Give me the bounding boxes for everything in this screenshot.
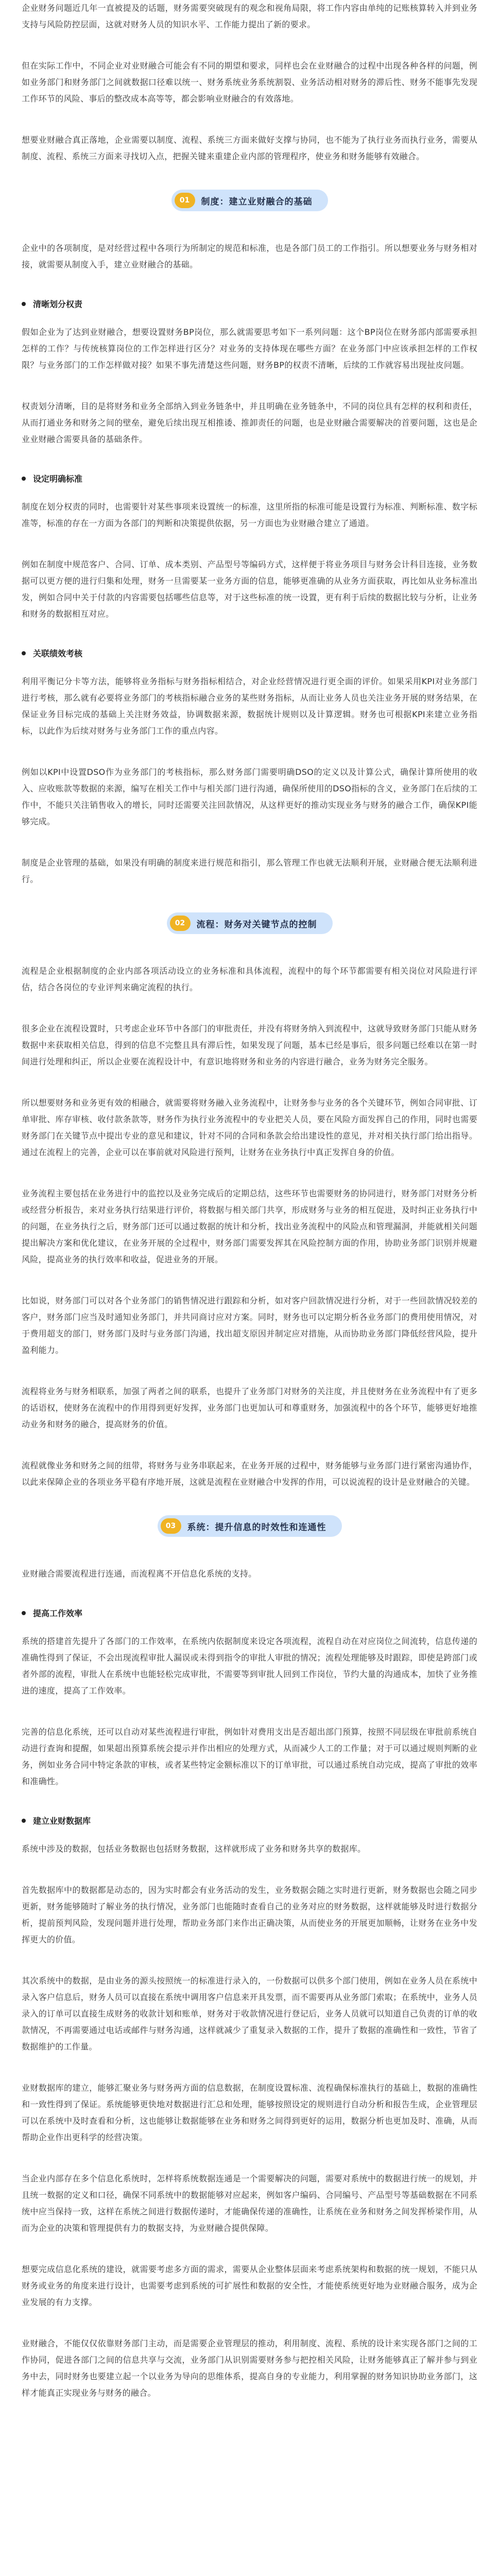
paragraph: 例如以KPI中设置DSO作为业务部门的考核指标，那么财务部门需要明确DSO的定义以及计算公式，确保计算所使用的收入、应收账款等数据的来源，编写在相关工作中与相关部门进行沟通，确保所使用的DSO指标的含义，业务部门在后续的工作中，不能只关注销售收入的增长，同时还需要关注回款情况，从这样更好的推动实现业务与财务的融合工作，确保KPI能够完成。 xyxy=(22,767,477,826)
section-title: 制度：建立业财融合的基础 xyxy=(201,196,313,207)
section-number-badge: 03 xyxy=(161,1518,181,1534)
subheading xyxy=(22,647,477,659)
paragraph: 企业财务问题近几年一直被提及的话题，财务需要突破现有的观念和视角局限，将工作内容由单纯的记账核算转入并到业务支持与风险防控层面，这就对财务人员的知识水平、工作能力提出了新的要求。 xyxy=(22,3,477,29)
paragraph: 业财融合，不能仅仅依靠财务部门主动，而是需要企业管理层的推动，利用制度、流程、系统的设计来实现各部门之间的工作协同，促进各部门之间的信息共享与交流，业务部门从识别需要财务参与把控相关风险，让财务能够真正了解并参与到业务中去，同时财务也要建立起一个以业务为导向的思维体系，提高自身的专业能力，利用掌握的财务知识协助业务部门，这样才能真正实现业务与财务的融合。 xyxy=(22,2338,477,2398)
subheading xyxy=(22,472,477,484)
paragraph: 流程将业务与财务相联系，加强了两者之间的联系，也提升了业务部门对财务的关注度，并且使财务在业务流程中有了更多的话语权，使财务在流程中的作用得到更好发挥，业务部门也更加认可和尊重财务，加强流程中的各个环节，能够更好地推动业务和财务的融合，提高财务的价值。 xyxy=(22,1386,477,1429)
paragraph: 流程就像业务和财务之间的纽带，将财务与业务串联起来，在业务开展的过程中，财务能够与业务部门进行紧密沟通协作，以此来保障企业的各项业务平稳有序地开展，这就是流程在业财融合中发挥的作用，可以说流程的设计是业财融合的关键。 xyxy=(22,1461,477,1487)
paragraph: 首先数据库中的数据都是动态的，因为实时都会有业务活动的发生，业务数据会随之实时进行更新，财务数据也会随之同步更新，财务能够随时了解业务的执行情况，业务部门也能随时查看自己的业务对应的财务数据，这样就能够及时进行数据分析，提前预判风险，发现问题并进行处理，帮助业务部门来作出正确决策，从而使业务的开展更加顺畅，让财务在业务中发挥更大的价值。 xyxy=(22,1885,477,1944)
section-banner-pill xyxy=(167,912,333,934)
subheading-text: 建立业财数据库 xyxy=(33,1816,91,1826)
bullet-dot-icon xyxy=(22,1819,26,1823)
section-number-badge: 02 xyxy=(170,916,191,931)
paragraph: 所以想要财务和业务更有效的相融合，就需要将财务融入业务流程中，让财务参与业务的各个关键环节，例如合同审批、订单审批、库存审核、收付款条款等，财务作为执行业务流程中的专业把关人员，要在风险方面发挥自己的作用，同时也需要财务部门在关键节点中提出专业的意见和建议，针对不同的合同和条款会给出建设性的意见，并对相关执行部门给出指导。通过在流程上的完善，企业可以在事前就对风险进行预判，让财务在业务执行中真正发挥自身的价值。 xyxy=(22,1098,477,1157)
section-banner xyxy=(22,912,477,934)
intro-section xyxy=(22,0,477,165)
paragraph: 假如企业为了达到业财融合，想要设置财务BP岗位，那么就需要思考如下一系列问题：这个BP岗位在财务部内部需要承担怎样的工作？与传统核算岗位的工作怎样进行区分？对业务的支持体现在哪些方面？在业务部门中应该承担怎样的工作权限？与业务部门的工作怎样做对接？如果不事先清楚这些问题，财务BP的权责不清晰，后续的工作就容易出现扯皮问题。 xyxy=(22,327,477,370)
paragraph: 很多企业在流程设置时，只考虑企业环节中各部门的审批责任，并没有将财务纳入到流程中，这就导致财务部门只能从财务数据中来获取相关信息，得到的信息不完整且具有滞后性，如果发现了问题，基本已经是事后，很多问题已经难以在第一时间进行处理和纠正，所以企业要在流程设计中，有意识地将财务和业务的内容进行融合，业务为财务完全服务。 xyxy=(22,1024,477,1066)
paragraph: 系统中涉及的数据，包括业务数据也包括财务数据，这样就形成了业务和财务共享的数据库。 xyxy=(22,1844,366,1854)
paragraph: 制度是企业管理的基础，如果没有明确的制度来进行规范和指引，那么管理工作也就无法顺利开展，业财融合便无法顺利进行。 xyxy=(22,858,477,884)
paragraph: 利用平衡记分卡等方法，能够将业务指标与财务指标相结合，对企业经营情况进行更全面的评价。如果采用KPI对业务部门进行考核，那么就有必要将业务部门的考核指标融合业务的某些财务指标，从而让业务人员也关注业务开展的财务结果，在保证业务目标完成的基础上关注财务效益，协调数据来源，数据统计规则以及计算逻辑。财务也可根据KPI来建立业务指标，以此作为后续对财务与业务部门工作的重点内容。 xyxy=(22,676,477,736)
section-title: 流程：财务对关键节点的控制 xyxy=(196,919,317,930)
section-banner-pill xyxy=(171,190,328,211)
subheading-text: 提高工作效率 xyxy=(33,1608,83,1618)
section-banner-pill xyxy=(158,1515,342,1537)
paragraph: 比如说，财务部门可以对各个业务部门的销售情况进行跟踪和分析，如对客户回款情况进行分析，对于一些回款情况较差的客户，财务部门应当及时通知业务部门，并共同商讨应对方案。同时，财务也可以定期分析各业务部门的费用使用情况，对于费用超支的部门，财务部门及时与业务部门沟通，找出超支原因并制定应对措施，从而协助业务部门降低经营风险，提升盈利能力。 xyxy=(22,1296,477,1355)
paragraph: 想要业财融合真正落地，企业需要以制度、流程、系统三方面来做好支撑与协同，也不能为了执行业务而执行业务，需要从制度、流程、系统三方面来寻找切入点，把握关键来重建企业内部的管理程序，使业务和财务能够有效融合。 xyxy=(22,135,477,161)
section-banner xyxy=(22,1515,477,1537)
paragraph: 业财融合需要流程进行连通，而流程离不开信息化系统的支持。 xyxy=(22,1569,257,1579)
paragraph: 其次系统中的数据，是由业务的源头按照统一的标准进行录入的，一份数据可以供多个部门使用，例如在业务人员在系统中录入客户信息后，财务人员可以直接在系统中调用客户信息来开具发票，而不需要再从业务部门索取；在系统中，业务人员录入的订单可以直接生成财务的收款计划和账单，财务对于收款情况进行登记后，业务人员就可以知道自己负责的订单的收款情况，不再需要通过电话或邮件与财务沟通，这样就减少了重复录入数据的工作，提升了数据的准确性和一致性，节省了数据维护的工作量。 xyxy=(22,1976,477,2052)
paragraph: 流程是企业根据制度的企业内部各项活动设立的业务标准和具体流程，流程中的每个环节都需要有相关岗位对风险进行评估，结合各岗位的专业评判来确定流程的执行。 xyxy=(22,966,477,992)
paragraph: 当企业内部存在多个信息化系统时，怎样将系统数据连通是一个需要解决的问题，需要对系统中的数据进行统一的规划，并且统一数据的定义和口径，确保不同系统中的数据能够对应起来，例如客户编码、合同编号、产品型号等基础数据在不同系统中应当保持一致，这样在系统之间进行数据传递时，才能确保传递的准确性，让系统在业务和财务之间发挥桥梁作用，从而为企业的决策和管理提供有力的数据支持，为业财融合提供保障。 xyxy=(22,2174,477,2233)
paragraph: 业财数据库的建立，能够汇聚业务与财务两方面的信息数据，在制度设置标准、流程确保标准执行的基础上，数据的准确性和一致性得到了保证。系统能够更快地对数据进行汇总和处理，能够按照设定的规则进行自动分析和报告生成，企业管理层可以在系统中及时查看和分析，这也能够让数据能够在业务和财务之间得到更好的运用，数据分析也更加及时、准确，从而帮助企业作出更科学的经营决策。 xyxy=(22,2083,477,2142)
sections-container xyxy=(22,190,477,2311)
paragraph: 制度在划分权责的同时，也需要针对某些事项来设置统一的标准，这里所指的标准可能是设置行为标准、判断标准、数字标准等，标准的存在一方面为各部门的判断和决策提供依据，另一方面也为业财融合建立了通道。 xyxy=(22,502,477,528)
bullet-dot-icon xyxy=(22,302,26,306)
subheading-text: 清晰划分权责 xyxy=(33,299,83,309)
subheading-text: 设定明确标准 xyxy=(33,474,83,484)
subheading xyxy=(22,1607,477,1619)
paragraph: 企业中的各项制度，是对经营过程中各项行为所制定的规范和标准，也是各部门员工的工作指引。所以想要业务与财务相对接，就需要从制度入手，建立业财融合的基础。 xyxy=(22,243,477,269)
section-number-badge: 01 xyxy=(175,193,195,208)
subheading xyxy=(22,298,477,310)
paragraph: 业务流程主要包括在业务进行中的监控以及业务完成后的定期总结，这些环节也需要财务的协同进行，财务部门对财务分析或经营分析报告，来对业务执行结果进行评价，将数据与相关部门共享，形成财务与业务的相互促进，及时纠正业务执行中的问题，在业务执行之后，财务部门还可以通过数据的统计和分析，找出业务流程中的风险点和管理漏洞，并能就相关问题提出解决方案和优化建议，在业务开展的全过程中，财务部门需要发挥其在风险控制方面的作用，协助业务部门识别并规避风险，提高业务的执行效率和收益，促进业务的开展。 xyxy=(22,1189,477,1264)
paragraph: 系统的搭建首先提升了各部门的工作效率，在系统内依据制度来设定各项流程，流程自动在对应岗位之间流转，信息传递的准确性得到了保证，不会出现流程审批人漏误或未得到指令的审批人审批的情况；流程处理能够及时跟踪，即使是跨部门或者外部的流程，审批人在系统中也能轻松完成审批，不需要等到审批人回到工作岗位，节约大量的沟通成本，加快了业务推进的速度，提高了工作效率。 xyxy=(22,1636,477,1696)
bullet-dot-icon xyxy=(22,1611,26,1615)
subheading-text: 关联绩效考核 xyxy=(33,649,83,658)
paragraph: 权责划分清晰，目的是将财务和业务全部纳入到业务链条中，并且明确在业务链条中，不同的岗位具有怎样的权利和责任，从而打通业务和财务之间的壁垒，避免后续出现互相推诿、推卸责任的问题，也是业财融合需要解决的首要问题，这也是企业业财融合需要具备的基础条件。 xyxy=(22,401,477,444)
paragraph: 例如在制度中规范客户、合同、订单、成本类别、产品型号等编码方式，这样便于将业务项目与财务会计科目连接，业务数据可以更方便的进行归集和处理，财务一旦需要某一业务方面的信息，能够更准确的从业务方面获取，再比如从业务标准出发，例如合同中关于付款的内容需要包括哪些信息等，对于这些标准的统一设置，更有利于后续的数据比较与分析，让业务和财务的数据相互对应。 xyxy=(22,560,477,619)
bullet-dot-icon xyxy=(22,651,26,655)
section-title: 系统：提升信息的时效性和连通性 xyxy=(187,1522,326,1533)
closing-section xyxy=(22,2335,477,2401)
section-banner xyxy=(22,190,477,211)
bullet-dot-icon xyxy=(22,477,26,481)
paragraph: 但在实际工作中，不同企业对业财融合可能会有不同的期望和要求，同样也会在业财融合的过程中出现各种各样的问题，例如业务部门和财务部门之间就数据口径难以统一、财务系统业务系统割裂、业务活动相对财务的滞后性、财务不能事先发现工作环节的风险、事后的整改成本高等等，都会影响业财融合的有效落地。 xyxy=(22,61,477,104)
subheading xyxy=(22,1815,477,1826)
paragraph: 想要完成信息化系统的建设，就需要考虑多方面的需求，需要从企业整体层面来考虑系统架构和数据的统一规划，不能只从财务或业务的角度来进行设计，也需要考虑到系统的可扩展性和数据的安全性，才能使系统更好地为业财融合服务，成为企业发展的有力支撑。 xyxy=(22,2264,477,2307)
paragraph: 完善的信息化系统，还可以自动对某些流程进行审批，例如针对费用支出是否超出部门预算，按照不同层级在审批前系统自动进行查询和提醒，如果超出预算系统会提示并作出相应的处理方式，从而减少人工的工作量；对于可以通过规则判断的业务，例如业务合同中特定条款的审核，或者某些特定金额标准以下的订单审批，可以通过系统自动完成，提高了审批的效率和准确性。 xyxy=(22,1727,477,1786)
